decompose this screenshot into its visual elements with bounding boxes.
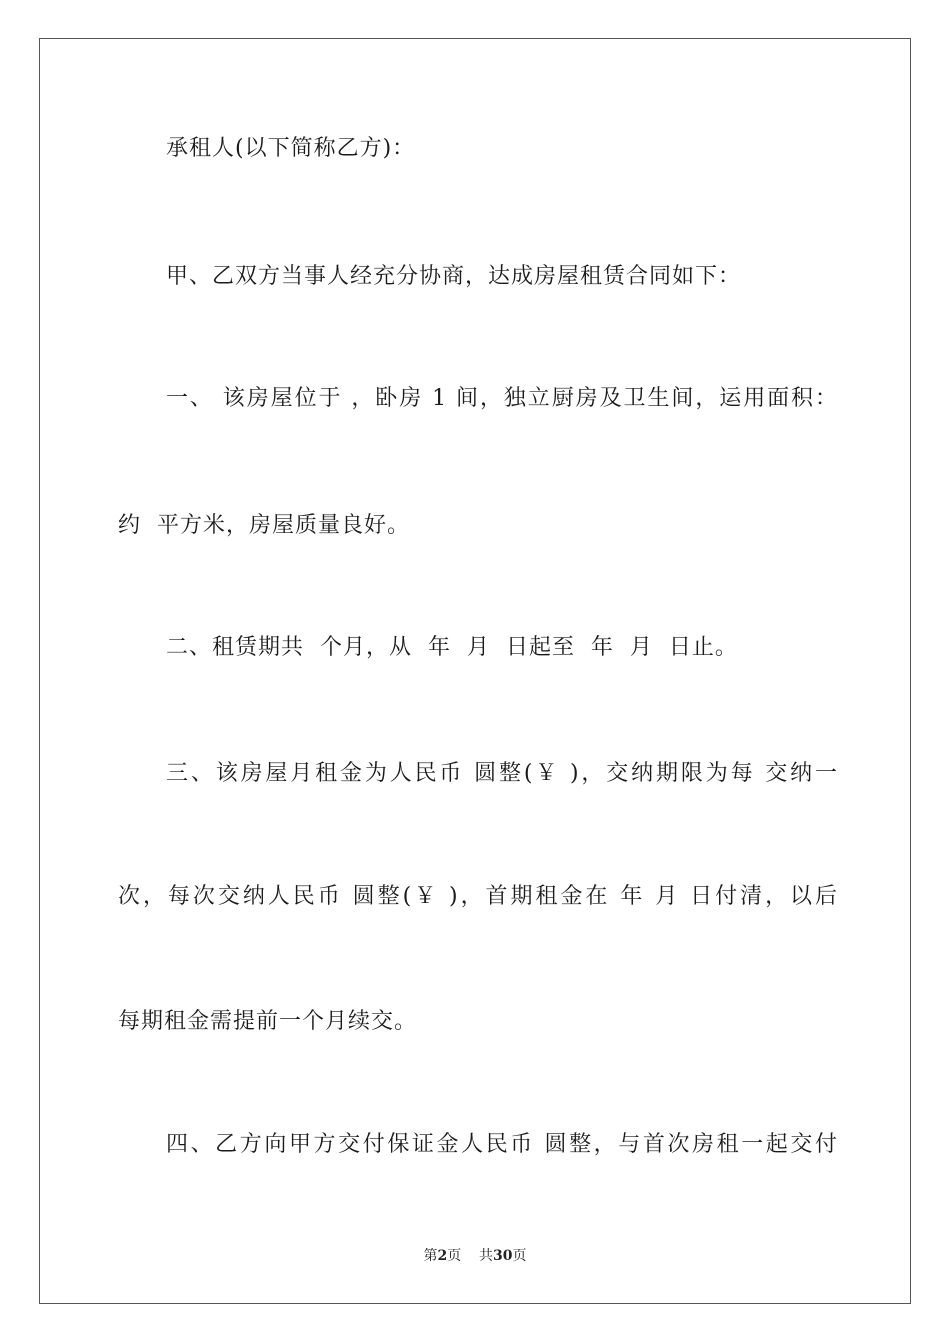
paragraph-agreement: 甲、乙双方当事人经充分协商，达成房屋租赁合同如下： xyxy=(166,264,742,289)
footer-page-prefix: 第 xyxy=(423,1248,438,1264)
page-footer xyxy=(0,1247,950,1265)
clause-3-line-1: 三、该房屋月租金为人民币 圆整(￥ )，交纳期限为每 交纳一 xyxy=(166,761,838,786)
clause-1-line-2: 约 平方米，房屋质量良好。 xyxy=(118,513,410,538)
footer-total-suffix: 页 xyxy=(512,1248,527,1264)
footer-page-suffix: 页 xyxy=(447,1248,462,1264)
footer-total-prefix: 共 xyxy=(479,1248,494,1264)
clause-1-line-1: 一、 该房屋位于 ，卧房 1 间，独立厨房及卫生间，运用面积： xyxy=(166,386,838,411)
clause-3-line-2: 次，每次交纳人民币 圆整(￥ )，首期租金在 年 月 日付清，以后 xyxy=(118,884,838,909)
footer-page-number: 2 xyxy=(437,1248,448,1264)
paragraph-lessee: 承租人(以下简称乙方)： xyxy=(166,136,416,161)
clause-3-line-3: 每期租金需提前一个月续交。 xyxy=(118,1009,418,1034)
clause-2: 二、租赁期共 个月，从 年 月 日起至 年 月 日止。 xyxy=(166,635,738,660)
page-border xyxy=(39,38,911,1304)
clause-4-line-1: 四、乙方向甲方交付保证金人民币 圆整，与首次房租一起交付 xyxy=(166,1132,838,1157)
footer-total-number: 30 xyxy=(493,1248,513,1264)
